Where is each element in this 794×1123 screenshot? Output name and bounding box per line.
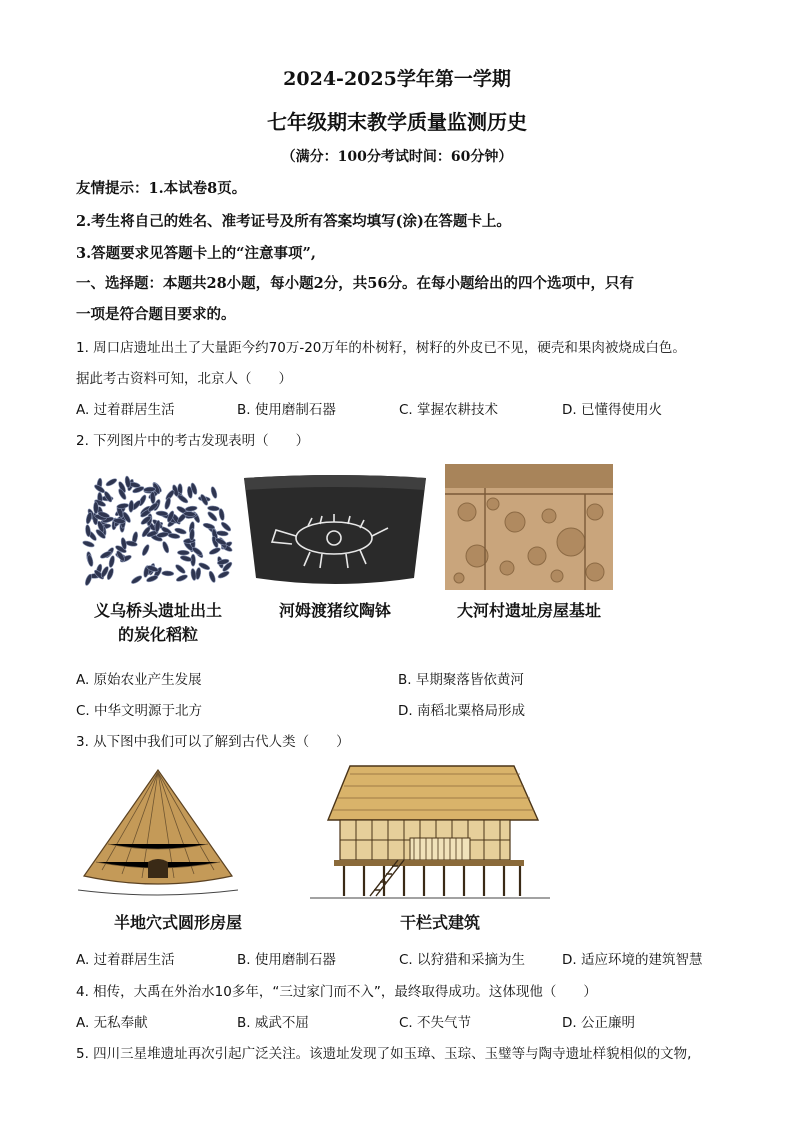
figure-caption-foundation: 大河村遗址房屋基址 (456, 601, 601, 620)
q3-option-b: B. 使用磨制石器 (237, 952, 336, 968)
q1-stem-line-2: 据此考古资料可知，北京人（ ） (76, 371, 292, 387)
note-line-3: 3.答题要求见答题卡上的“注意事项”, (76, 245, 316, 262)
note-line-1: 友情提示：1.本试卷8页。 (76, 180, 247, 197)
rice-grain (162, 571, 174, 576)
carbonized-rice-image (78, 474, 238, 590)
exam-title-year: 2024-2025学年第一学期 (283, 68, 511, 90)
figure-caption-rice-line-2: 的炭化稻粒 (117, 625, 198, 644)
figure-caption-rice-line-1: 义乌桥头遗址出土 (93, 601, 222, 620)
q2-option-c: C. 中华文明源于北方 (76, 703, 203, 719)
q1-option-a: A. 过着群居生活 (76, 402, 175, 418)
q2-option-d: D. 南稻北粟格局形成 (398, 703, 525, 719)
exam-subtitle: （满分：100分考试时间：60分钟） (281, 149, 513, 165)
section-heading-line-2: 一项是符合题目要求的。 (76, 306, 236, 323)
q2-option-b: B. 早期聚落皆依黄河 (398, 672, 524, 688)
q3-stem: 3. 从下图中我们可以了解到古代人类（ ） (76, 734, 350, 750)
figure-caption-stilt-house: 干栏式建筑 (399, 913, 480, 932)
pig-pattern-pottery-image (238, 470, 432, 590)
q4-stem: 4. 相传，大禹在外治水10多年，“三过家门而不入”，最终取得成功。这体现他（ ） (76, 984, 597, 1000)
q1-option-d: D. 已懂得使用火 (562, 402, 662, 418)
q1-option-c: C. 掌握农耕技术 (399, 402, 499, 418)
q4-option-a: A. 无私奉献 (76, 1015, 148, 1031)
round-hut-image (78, 766, 238, 902)
q4-option-d: D. 公正廉明 (562, 1015, 635, 1031)
figure-caption-round-hut: 半地穴式圆形房屋 (113, 913, 242, 932)
rice-grain (93, 502, 98, 514)
q3-option-a: A. 过着群居生活 (76, 952, 175, 968)
rice-grain (150, 492, 155, 504)
q3-option-c: C. 以狩猎和采摘为生 (399, 952, 526, 968)
exam-title-subject: 七年级期末教学质量监测历史 (267, 110, 527, 134)
rice-grain (177, 550, 189, 555)
q4-option-b: B. 威武不屈 (237, 1015, 309, 1031)
stilt-house-image (310, 760, 550, 906)
house-foundation-image (445, 464, 613, 590)
q5-stem: 5. 四川三星堆遗址再次引起广泛关注。该遗址发现了如玉璋、玉琮、玉璧等与陶寺遗址样貌相似的文物, (76, 1046, 692, 1062)
section-heading-line-1: 一、选择题：本题共28小题，每小题2分，共56分。在每小题给出的四个选项中，只有 (76, 275, 634, 292)
note-line-2: 2.考生将自己的姓名、准考证号及所有答案均填写(涂)在答题卡上。 (76, 213, 511, 230)
q1-option-b: B. 使用磨制石器 (237, 402, 336, 418)
q2-option-a: A. 原始农业产生发展 (76, 672, 202, 688)
q2-stem: 2. 下列图片中的考古发现表明（ ） (76, 433, 310, 449)
q3-option-d: D. 适应环境的建筑智慧 (562, 952, 703, 968)
figure-caption-pottery: 河姆渡猪纹陶钵 (278, 601, 391, 620)
q1-stem-line-1: 1. 周口店遗址出土了大量距今约70万-20万年的朴树籽，树籽的外皮已不见，硬壳和果肉被烧成白色。 (76, 340, 686, 356)
q4-option-c: C. 不失气节 (399, 1015, 472, 1031)
